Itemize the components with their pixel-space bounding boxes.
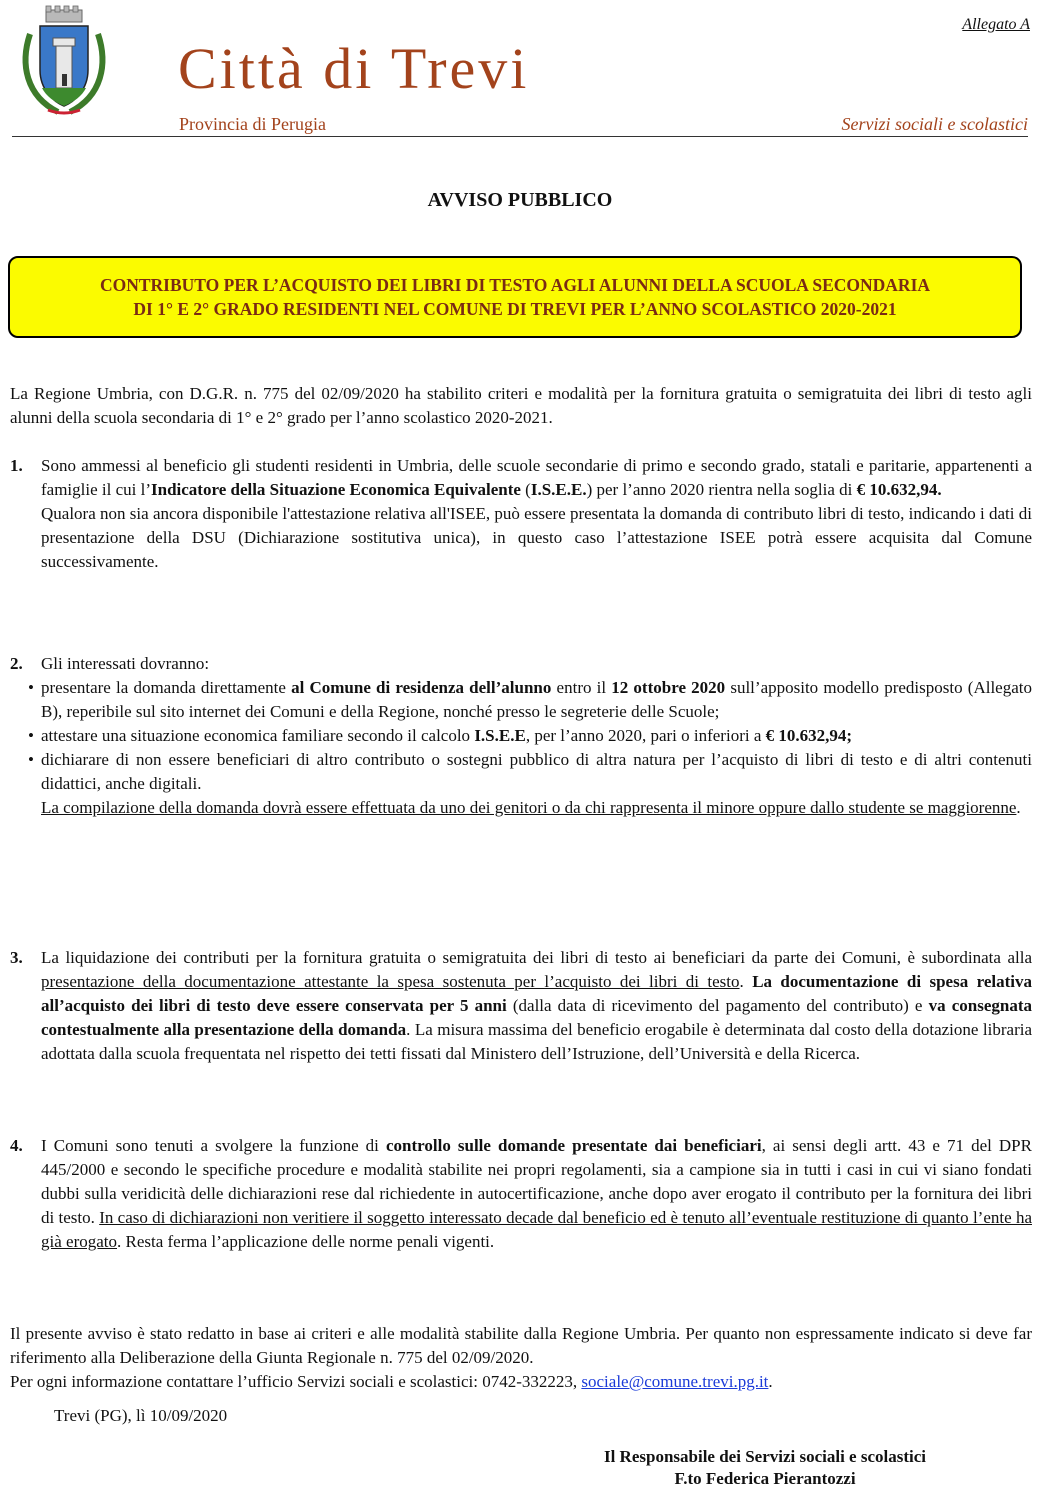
city-title: Città di Trevi xyxy=(178,36,530,101)
item-1-paragraph-2: Qualora non sia ancora disponibile l'attestazione relativa all'ISEE, può essere presentata la domanda di contributo libri di testo, indicando i dati di presentazione della DSU (Dichiarazione sostitutiva unica), in questo caso l’attestazione ISEE potrà essere acquisita dal Comune successivamente. xyxy=(41,504,1032,571)
list-item-2 xyxy=(10,652,1032,820)
signature-title: Il Responsabile dei Servizi sociali e scolastici xyxy=(603,1447,927,1466)
item-number: 3. xyxy=(10,948,23,967)
notice-banner xyxy=(8,256,1022,338)
city-crest-logo xyxy=(18,4,110,118)
signature-name: F.to Federica Pierantozzi xyxy=(674,1469,856,1488)
province-label: Provincia di Perugia xyxy=(179,114,326,134)
bullet-item: • dichiarare di non essere beneficiari di altro contributo o sostegni pubblico di altra natura per l’acquisto di libri di testo e di altri contenuti didattici, anche digitali. xyxy=(28,750,1032,793)
banner-line-1: CONTRIBUTO PER L’ACQUISTO DEI LIBRI DI TESTO AGLI ALUNNI DELLA SCUOLA SECONDARIA xyxy=(99,275,931,295)
closing-section xyxy=(10,1322,1032,1394)
header-divider xyxy=(12,136,1028,137)
department-label: Servizi sociali e scolastici xyxy=(841,114,1028,134)
bullet-item: • attestare una situazione economica familiare secondo il calcolo I.S.E.E, per l’anno 2020, pari o inferiori a € 10.632,94; xyxy=(41,724,1032,748)
item-2-note: La compilazione della domanda dovrà essere effettuata da uno dei genitori o da chi rappresenta il minore oppure dallo studente se maggiorenne. xyxy=(41,798,1021,817)
email-link[interactable]: sociale@comune.trevi.pg.it xyxy=(581,1372,769,1391)
bullet-icon: • xyxy=(28,678,34,697)
item-1-paragraph-1: Sono ammessi al beneficio gli studenti residenti in Umbria, delle scuole secondarie di primo e secondo grado, statali e paritarie, appartenenti a famiglie il cui l’Indicatore della Situazione Economica Equivalente (I.S.E.E.) per l’anno 2020 rientra nella soglia di € 10.632,94. xyxy=(41,456,1032,499)
item-number: 4. xyxy=(10,1136,23,1155)
list-item-3 xyxy=(10,946,1032,1066)
page-title: AVVISO PUBBLICO xyxy=(427,189,613,211)
bullet-icon: • xyxy=(28,726,34,745)
date-line: Trevi (PG), lì 10/09/2020 xyxy=(54,1406,228,1425)
list-item-1 xyxy=(10,454,1032,574)
contact-line: Per ogni informazione contattare l’ufficio Servizi sociali e scolastici: 0742-332223, sociale@comune.trevi.pg.it. xyxy=(10,1372,773,1391)
list-item-4 xyxy=(10,1134,1032,1254)
item-4-paragraph: I Comuni sono tenuti a svolgere la funzione di controllo sulle domande presentate dai beneficiari, ai sensi degli artt. 43 e 71 del DPR 445/2000 e secondo le specifiche procedure e modalità stabilite nei propri regolamenti, sia a campione sia in tutti i casi in cui vi siano fondati dubbi sulla veridicità delle dichiarazioni rese dal richiedente in autocertificazione, anche dopo aver erogato il contributo per la fornitura dei libri di testo. In caso di dichiarazioni non veritiere il soggetto interessato decade dal beneficio ed è tenuto all’eventuale restituzione di quanto l’ente ha già erogato. Resta ferma l’applicazione delle norme penali vigenti. xyxy=(41,1136,1032,1251)
banner-line-2: DI 1° E 2° GRADO RESIDENTI NEL COMUNE DI TREVI PER L’ANNO SCOLASTICO 2020-2021 xyxy=(133,299,897,319)
item-number: 2. xyxy=(10,654,23,673)
closing-paragraph: Il presente avviso è stato redatto in base ai criteri e alle modalità stabilite dalla Regione Umbria. Per quanto non espressamente indicato si deve far riferimento alla Deliberazione della Giunta Regionale n. 775 del 02/09/2020. xyxy=(10,1324,1032,1367)
attachment-label: Allegato A xyxy=(962,16,1030,33)
bullet-item: • presentare la domanda direttamente al Comune di residenza dell’alunno entro il 12 ottobre 2020 sull’apposito modello predisposto (Allegato B), reperibile sul sito internet dei Comuni e della Regione, nonché presso le segreterie delle Scuole; xyxy=(28,678,1032,721)
bullet-icon: • xyxy=(28,750,34,769)
item-2-intro: Gli interessati dovranno: xyxy=(41,654,210,673)
intro-paragraph: La Regione Umbria, con D.G.R. n. 775 del 02/09/2020 ha stabilito criteri e modalità per la fornitura gratuita o semigratuita dei libri di testo agli alunni della scuola secondaria di 1° e 2° grado per l’anno scolastico 2020-2021. xyxy=(10,384,1032,427)
item-number: 1. xyxy=(10,456,23,475)
item-3-paragraph: La liquidazione dei contributi per la fornitura gratuita o semigratuita dei libri di testo ai beneficiari da parte dei Comuni, è subordinata alla presentazione della documentazione attestante la spesa sostenuta per l’acquisto dei libri di testo. La documentazione di spesa relativa all’acquisto dei libri di testo deve essere conservata per 5 anni (dalla data di ricevimento del pagamento del contributo) e va consegnata contestualmente alla presentazione della domanda. La misura massima del beneficio erogabile è determinata dal costo della dotazione libraria adottata dalla scuola frequentata nel rispetto dei tetti fissati dal Ministero dell’Istruzione, dell’Università e della Ricerca. xyxy=(41,948,1033,1063)
signature-block xyxy=(540,1446,990,1490)
